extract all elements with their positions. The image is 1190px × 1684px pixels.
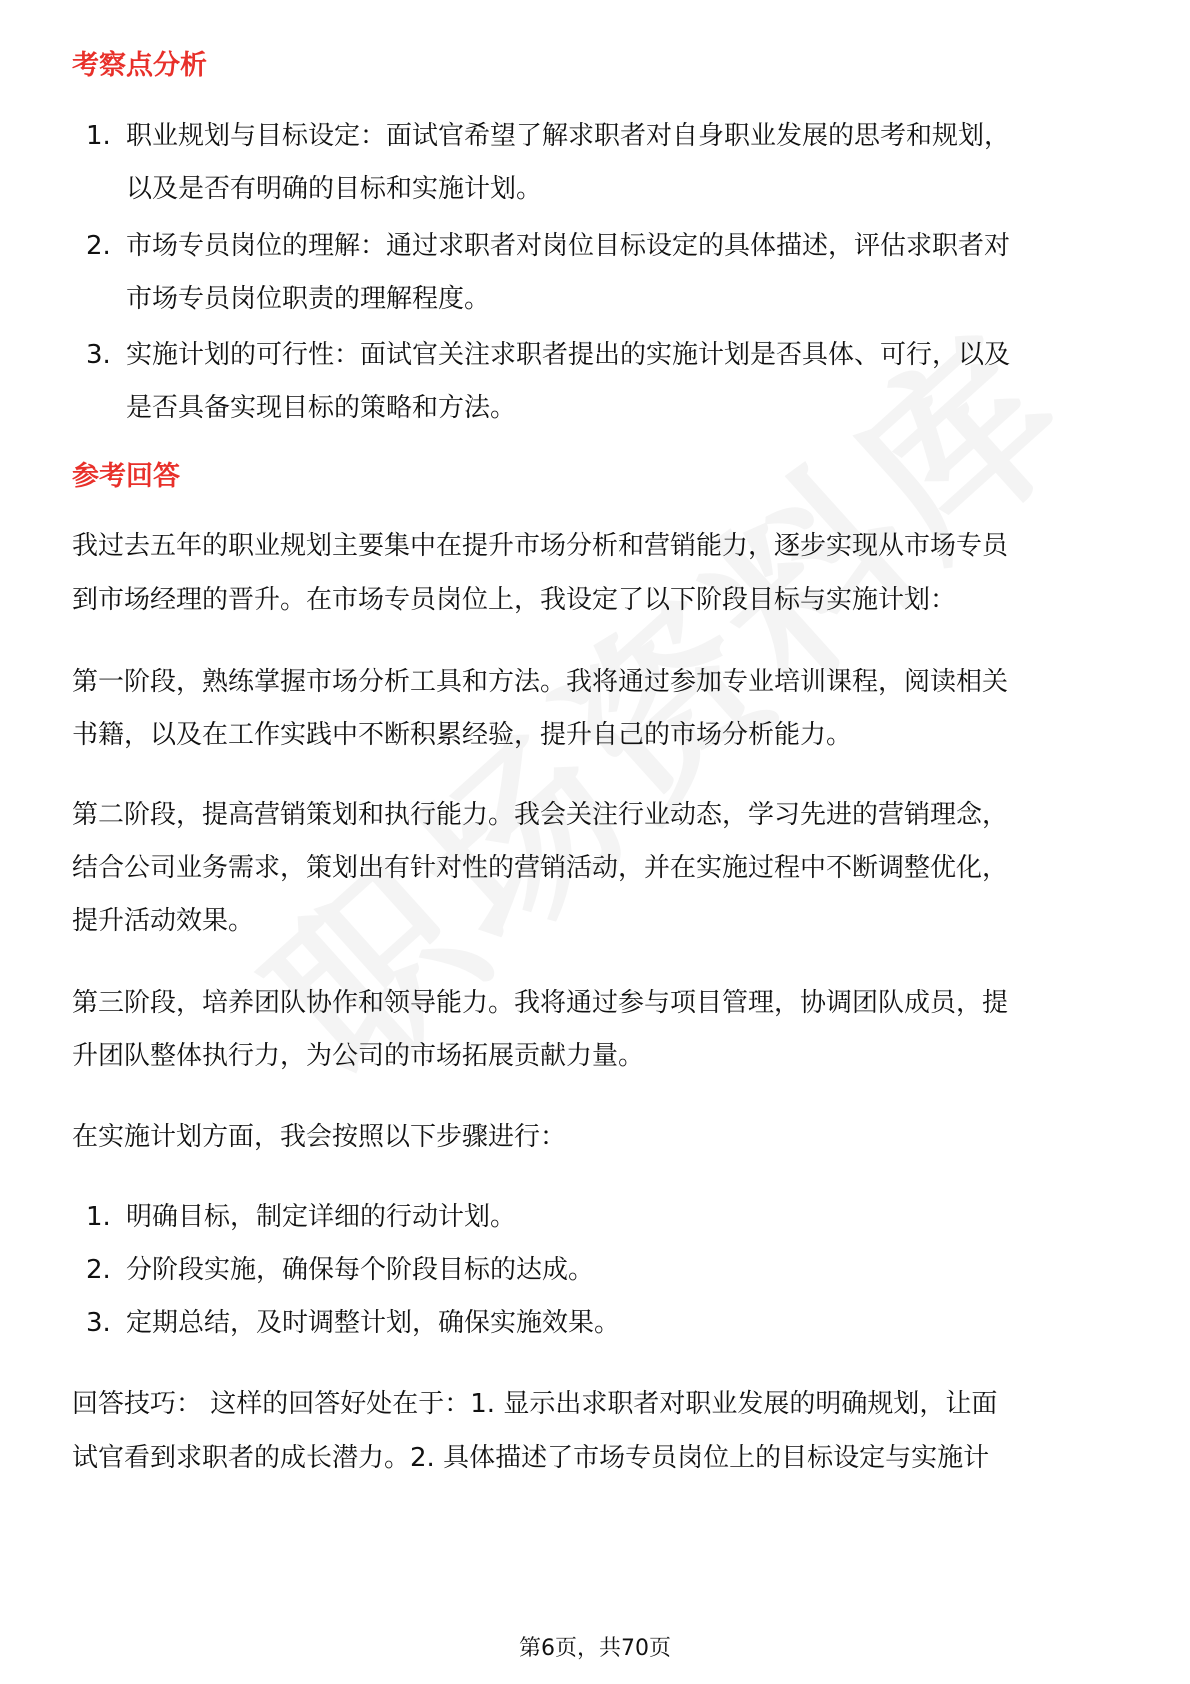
list-item-number: 1. [86, 1202, 111, 1232]
list-item-text: 以及是否有明确的目标和实施计划。 [126, 174, 543, 204]
paragraph-line: 第一阶段，熟练掌握市场分析工具和方法。我将通过参加专业培训课程，阅读相关 [72, 667, 1009, 697]
section-heading-analysis: 考察点分析 [72, 50, 207, 81]
paragraph-line: 第二阶段，提高营销策划和执行能力。我会关注行业动态，学习先进的营销理念， [72, 800, 1009, 830]
list-item-text: 市场专员岗位职责的理解程度。 [126, 284, 491, 314]
paragraph-line: 结合公司业务需求，策划出有针对性的营销活动，并在实施过程中不断调整优化， [72, 853, 1009, 883]
list-item-number: 3. [86, 1308, 111, 1338]
list-item-text: 明确目标，制定详细的行动计划。 [126, 1202, 517, 1232]
paragraph-line: 在实施计划方面，我会按照以下步骤进行： [72, 1122, 567, 1152]
list-item-text: 定期总结，及时调整计划，确保实施效果。 [126, 1308, 621, 1338]
list-item-text: 市场专员岗位的理解：通过求职者对岗位目标设定的具体描述，评估求职者对 [126, 231, 1011, 261]
paragraph-line: 到市场经理的晋升。在市场专员岗位上，我设定了以下阶段目标与实施计划： [72, 585, 957, 615]
list-item-number: 3. [86, 340, 111, 370]
list-item-text: 实施计划的可行性：面试官关注求职者提出的实施计划是否具体、可行，以及 [126, 340, 1011, 370]
list-item-number: 2. [86, 231, 111, 261]
list-item-text: 分阶段实施，确保每个阶段目标的达成。 [126, 1255, 595, 1285]
list-item-text: 职业规划与目标设定：面试官希望了解求职者对自身职业发展的思考和规划， [126, 121, 1011, 151]
paragraph-line: 我过去五年的职业规划主要集中在提升市场分析和营销能力，逐步实现从市场专员 [72, 531, 1009, 561]
paragraph-line: 升团队整体执行力，为公司的市场拓展贡献力量。 [72, 1041, 645, 1071]
list-item-number: 2. [86, 1255, 111, 1285]
list-item-number: 1. [86, 121, 111, 151]
page-indicator: 第6页，共70页 [519, 1636, 671, 1661]
section-heading-reference-answer: 参考回答 [72, 461, 180, 492]
paragraph-line: 书籍，以及在工作实践中不断积累经验，提升自己的市场分析能力。 [72, 720, 853, 750]
paragraph-line: 第三阶段，培养团队协作和领导能力。我将通过参与项目管理，协调团队成员，提 [72, 988, 1009, 1018]
paragraph-line: 提升活动效果。 [72, 906, 255, 936]
paragraph-line: 试官看到求职者的成长潜力。2. 具体描述了市场专员岗位上的目标设定与实施计 [72, 1443, 990, 1473]
list-item-text: 是否具备实现目标的策略和方法。 [126, 393, 517, 423]
paragraph-line: 回答技巧： 这样的回答好处在于：1. 显示出求职者对职业发展的明确规划，让面 [72, 1389, 998, 1419]
